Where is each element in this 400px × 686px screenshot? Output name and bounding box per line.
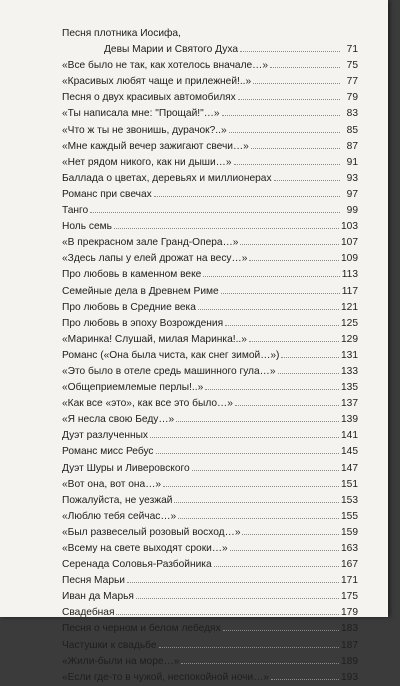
dot-leader xyxy=(90,204,340,213)
toc-entry xyxy=(62,316,358,332)
toc-entry-title: «Общеприемлемые перлы!..» xyxy=(62,382,204,394)
toc-entry-title: «Как все «это», как все это было…» xyxy=(62,398,233,410)
toc-entry-page: 175 xyxy=(341,591,358,603)
toc-entry xyxy=(62,654,358,670)
toc-entry xyxy=(62,477,358,493)
toc-entry-page: 97 xyxy=(346,188,358,200)
toc-entry-title: Про любовь в Средние века xyxy=(62,301,196,313)
toc-entry-page: 77 xyxy=(346,76,358,88)
toc-entry xyxy=(62,58,358,74)
toc-entry xyxy=(62,348,358,364)
toc-entry-page: 163 xyxy=(341,543,358,554)
toc-entry-title: Песня о черном и белом лебедях xyxy=(62,623,221,635)
toc-entry-page: 139 xyxy=(341,414,358,426)
toc-entry-page: 147 xyxy=(341,462,358,474)
toc-entry-title: Ноль семь xyxy=(62,221,112,233)
dot-leader xyxy=(242,526,339,535)
toc-entry xyxy=(62,364,358,380)
dot-leader xyxy=(270,59,340,68)
toc-entry xyxy=(62,171,358,187)
toc-entry xyxy=(62,74,358,90)
toc-entry-title: Про любовь в каменном веке xyxy=(62,269,202,281)
toc-entry-page: 103 xyxy=(341,221,358,233)
toc-entry xyxy=(62,332,358,348)
toc-entry xyxy=(62,573,358,589)
toc-entry-page: 121 xyxy=(341,301,358,313)
toc-entry xyxy=(62,155,358,171)
toc-entry xyxy=(62,139,358,155)
dot-leader xyxy=(229,124,340,133)
toc-heading-text: Песня плотника Иосифа, xyxy=(62,28,181,39)
toc-entry-title: «Был развеселый розовый восход…» xyxy=(62,526,241,538)
dot-leader xyxy=(238,91,340,100)
dot-leader xyxy=(222,107,340,116)
toc-entry-page: 145 xyxy=(341,446,358,458)
toc-entry-page: 109 xyxy=(341,253,358,265)
toc-entry xyxy=(62,203,358,219)
toc-entry-title: «Что ж ты не звонишь, дурачок?..» xyxy=(62,124,227,136)
toc-entry-title: Танго xyxy=(62,205,89,217)
dot-leader xyxy=(136,590,339,599)
toc-entry xyxy=(62,589,358,605)
dot-leader xyxy=(205,381,339,390)
toc-entry-title: «Если где-то в чужой, неспокойной ночи…» xyxy=(62,671,270,683)
toc-entry xyxy=(62,444,358,460)
toc-entry xyxy=(62,123,358,139)
dot-leader xyxy=(235,397,339,406)
toc-entry xyxy=(62,42,358,58)
toc-entry-page: 159 xyxy=(341,526,358,538)
dot-leader xyxy=(225,317,339,326)
toc-entry-page: 83 xyxy=(346,108,358,120)
table-of-contents xyxy=(62,26,358,686)
toc-entry-title: Пожалуйста, не уезжай xyxy=(62,494,173,506)
toc-entry-title: «Мне каждый вечер зажигают свечи…» xyxy=(62,140,249,152)
toc-entry xyxy=(62,106,358,122)
toc-entry-title: Песня о двух красивых автомобилях xyxy=(62,92,236,104)
toc-entry-page: 135 xyxy=(341,382,358,394)
dot-leader xyxy=(234,156,341,165)
toc-entry xyxy=(62,267,358,283)
toc-entry-title: Дуэт Шуры и Ливеровского xyxy=(62,462,190,474)
toc-entry-title: «В прекрасном зале Гранд-Опера…» xyxy=(62,237,239,249)
toc-entry-page: 151 xyxy=(341,478,358,490)
toc-entry-page: 167 xyxy=(341,559,358,571)
dot-leader xyxy=(174,494,339,503)
toc-entry-title: «Вот она, вот она…» xyxy=(62,478,162,490)
dot-leader xyxy=(203,268,339,277)
toc-entry-title: «Жили-были на море…» xyxy=(62,655,180,667)
dot-leader xyxy=(281,349,339,358)
dot-leader xyxy=(274,172,340,181)
toc-entry-page: 141 xyxy=(341,430,358,442)
toc-entry xyxy=(62,396,358,412)
toc-entry-page: 117 xyxy=(341,285,358,297)
toc-entry-page: 113 xyxy=(341,269,358,281)
dot-leader xyxy=(278,365,339,374)
toc-entry xyxy=(62,493,358,509)
toc-entry-page: 79 xyxy=(346,92,358,104)
dot-leader xyxy=(223,622,339,631)
toc-entry xyxy=(62,557,358,573)
toc-entry-page: 183 xyxy=(341,623,358,635)
toc-entry-page: 129 xyxy=(341,333,358,345)
dot-leader xyxy=(150,429,339,438)
toc-entry xyxy=(62,284,358,300)
toc-entry-page: 137 xyxy=(341,398,358,410)
toc-entry xyxy=(62,461,358,477)
toc-entry-page: 71 xyxy=(346,44,358,56)
dot-leader xyxy=(178,510,339,519)
toc-entry-page: 125 xyxy=(341,317,358,329)
dot-leader xyxy=(221,285,340,294)
dot-leader xyxy=(163,478,339,487)
dot-leader xyxy=(249,333,339,342)
toc-entry-page: 179 xyxy=(341,607,358,619)
toc-entry-title: «Я несла свою Беду…» xyxy=(62,414,175,426)
toc-entry xyxy=(62,235,358,251)
toc-entry-title: Про любовь в эпоху Возрождения xyxy=(62,317,224,329)
toc-entry-page: 155 xyxy=(341,510,358,522)
toc-entry xyxy=(62,187,358,203)
toc-entry-page: 93 xyxy=(346,172,358,184)
toc-entry-title: «Люблю тебя сейчас…» xyxy=(62,510,177,522)
toc-entry-title: Серенада Соловья-Разбойника xyxy=(62,559,212,571)
toc-entry-title: «Нет рядом никого, как ни дыши…» xyxy=(62,156,232,168)
toc-entry-title: Романс («Она была чиста, как снег зимой…») xyxy=(62,349,280,361)
toc-entry xyxy=(62,509,358,525)
toc-entry-title: Баллада о цветах, деревьях и миллионерах xyxy=(62,172,272,184)
toc-entry-page: 107 xyxy=(341,237,358,249)
dot-leader xyxy=(240,236,339,245)
toc-entry-page: 189 xyxy=(341,655,358,667)
dot-leader xyxy=(249,252,339,261)
dot-leader xyxy=(176,413,339,422)
dot-leader xyxy=(116,606,339,615)
dot-leader xyxy=(192,462,339,471)
toc-entry-title: «Здесь лапы у елей дрожат на весу…» xyxy=(62,253,248,265)
dot-leader xyxy=(156,445,339,454)
toc-entry xyxy=(62,541,358,557)
toc-entry xyxy=(62,621,358,637)
toc-entry-page: 87 xyxy=(346,140,358,152)
dot-leader xyxy=(181,655,339,664)
toc-entry-title: «Ты написала мне: "Прощай!"…» xyxy=(62,108,220,120)
toc-entry xyxy=(62,251,358,267)
toc-entry-page: 131 xyxy=(341,349,358,361)
toc-entry-title: «Все было не так, как хотелось вначале…» xyxy=(62,60,269,72)
toc-entry-title: Романс мисс Ребус xyxy=(62,446,154,458)
dot-leader xyxy=(251,140,340,149)
toc-entry xyxy=(62,670,358,686)
dot-leader xyxy=(253,75,340,84)
dot-leader xyxy=(159,639,339,648)
dot-leader xyxy=(214,558,339,567)
toc-entry-page: 187 xyxy=(341,639,358,651)
toc-entry-title: «Маринка! Слушай, милая Маринка!..» xyxy=(62,333,247,345)
dot-leader xyxy=(271,671,339,680)
toc-entry xyxy=(62,300,358,316)
toc-entry-title: Семейные дела в Древнем Риме xyxy=(62,285,219,297)
toc-entry xyxy=(62,525,358,541)
dot-leader xyxy=(198,301,339,310)
toc-entry-title: Дуэт разлученных xyxy=(62,430,149,442)
toc-entry-page: 99 xyxy=(346,205,358,217)
dot-leader xyxy=(114,220,339,229)
toc-entry-page: 193 xyxy=(341,671,358,683)
toc-entry-page: 133 xyxy=(341,365,358,377)
toc-entry xyxy=(62,380,358,396)
toc-entry-page: 75 xyxy=(346,60,358,72)
toc-entry-page: 171 xyxy=(341,575,358,587)
toc-entry xyxy=(62,412,358,428)
toc-entry-title: Девы Марии и Святого Духа xyxy=(104,44,239,56)
toc-entry xyxy=(62,90,358,106)
toc-entry-title: Романс при свечах xyxy=(62,188,152,200)
toc-entry-page: 85 xyxy=(346,124,358,136)
toc-entry-title: «Это было в отеле средь машинного гула…» xyxy=(62,365,276,377)
dot-leader xyxy=(230,542,339,551)
toc-entry-title: «Красивых любят чаще и прилежней!..» xyxy=(62,76,252,88)
toc-entry-title: Свадебная xyxy=(62,607,115,619)
dot-leader xyxy=(154,188,340,197)
toc-entry-page: 91 xyxy=(346,156,358,168)
toc-entry-title: Иван да Марья xyxy=(62,591,134,603)
dot-leader xyxy=(127,574,339,583)
toc-entry xyxy=(62,219,358,235)
toc-entry xyxy=(62,638,358,654)
toc-entry xyxy=(62,428,358,444)
toc-heading-line xyxy=(62,26,358,42)
toc-entry-title: «Всему на свете выходят сроки…» xyxy=(62,543,228,554)
toc-entry-page: 153 xyxy=(341,494,358,506)
toc-entry-title: Частушки к свадьбе xyxy=(62,639,157,651)
toc-entry-title: Песня Марьи xyxy=(62,575,125,587)
dot-leader xyxy=(240,43,340,52)
toc-entry xyxy=(62,605,358,621)
